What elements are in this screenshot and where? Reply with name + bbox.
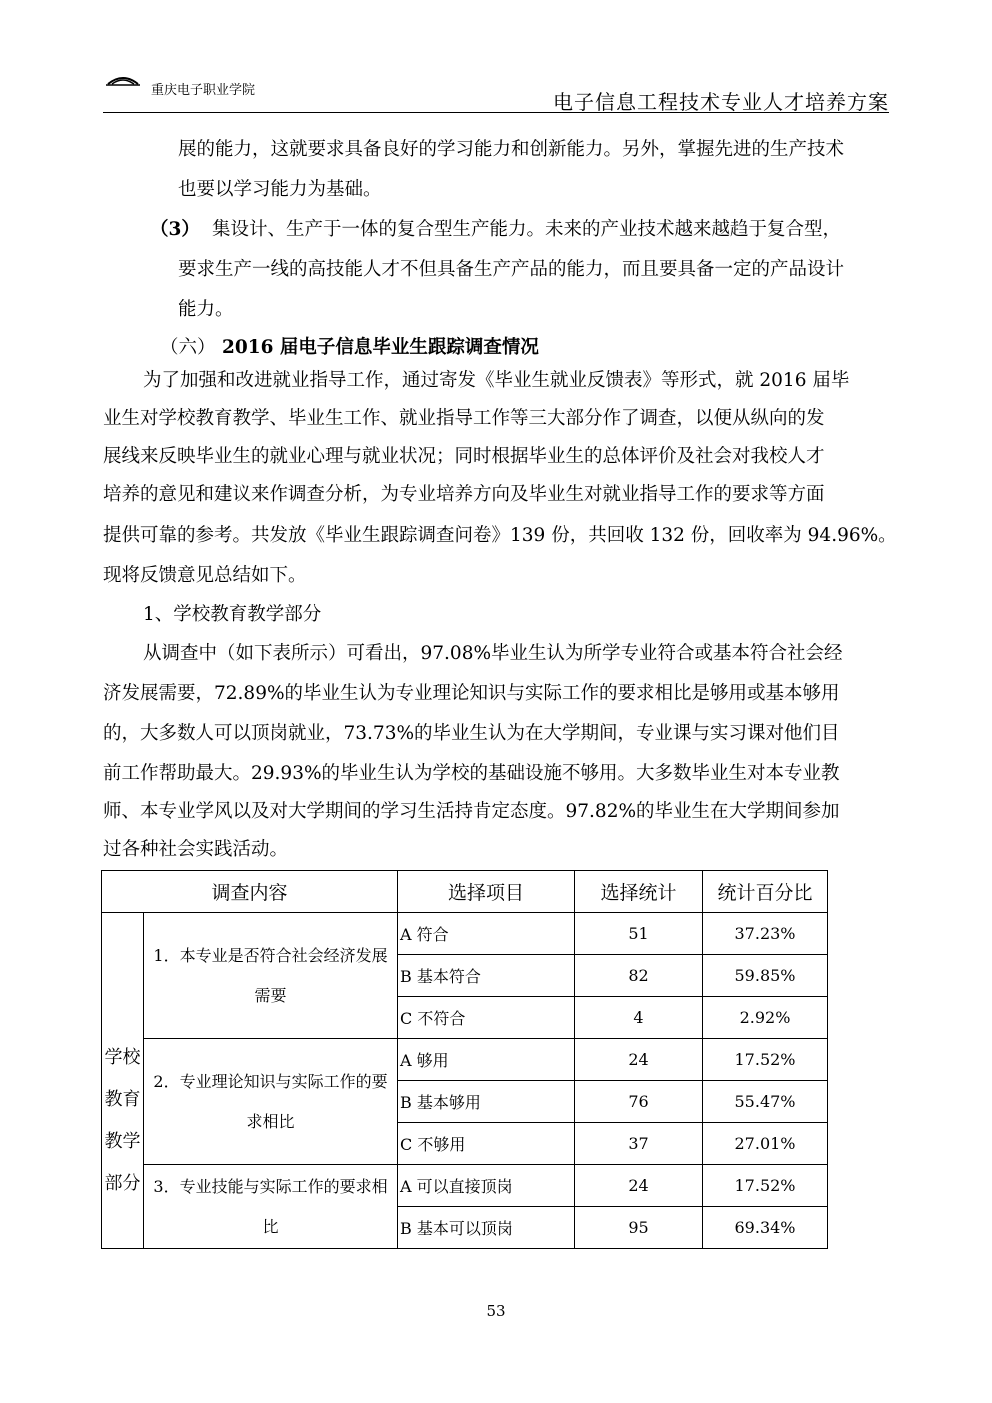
paragraph-line: 为了加强和改进就业指导工作，通过寄发《毕业生就业反馈表》等形式，就 2016 届毕 bbox=[143, 370, 850, 391]
paragraph-line: 集设计、生产于一体的复合型生产能力。未来的产业技术越来越趋于复合型， bbox=[212, 219, 842, 240]
school-logo bbox=[103, 70, 318, 100]
list-item-number: （3） bbox=[150, 219, 200, 240]
paragraph-line: 培养的意见和建议来作调查分析，为专业培养方向及毕业生对就业指导工作的要求等方面 bbox=[103, 484, 825, 505]
table-row bbox=[102, 1165, 828, 1207]
count-cell: 51 bbox=[575, 913, 703, 955]
paragraph-line: 从调查中（如下表所示）可看出，97.08%毕业生认为所学专业符合或基本符合社会经 bbox=[143, 643, 843, 664]
paragraph-line: 济发展需要，72.89%的毕业生认为专业理论知识与实际工作的要求相比是够用或基本够用 bbox=[103, 683, 840, 704]
category-cell bbox=[102, 913, 144, 1249]
percent-cell: 55.47% bbox=[703, 1081, 828, 1123]
subsection-heading: 1、学校教育教学部分 bbox=[143, 604, 322, 625]
header-divider bbox=[103, 112, 889, 113]
paragraph-line: 提供可靠的参考。共发放《毕业生跟踪调查问卷》139 份，共回收 132 份，回收率为 94.96%。 bbox=[103, 525, 897, 546]
count-cell: 24 bbox=[575, 1165, 703, 1207]
paragraph-line: 师、本专业学风以及对大学期间的学习生活持肯定态度。97.82%的毕业生在大学期间参加 bbox=[103, 801, 840, 822]
count-cell: 95 bbox=[575, 1207, 703, 1249]
percent-cell: 27.01% bbox=[703, 1123, 828, 1165]
paragraph-line: 能力。 bbox=[178, 299, 234, 320]
section-number: （六） bbox=[160, 337, 216, 358]
table-header-row bbox=[102, 871, 828, 913]
option-cell: B 基本符合 bbox=[398, 955, 575, 997]
percent-cell: 37.23% bbox=[703, 913, 828, 955]
table-row bbox=[102, 1039, 828, 1081]
option-cell: B 基本够用 bbox=[398, 1081, 575, 1123]
percent-cell: 17.52% bbox=[703, 1039, 828, 1081]
section-heading: 2016 届电子信息毕业生跟踪调查情况 bbox=[222, 337, 539, 358]
header-percent: 统计百分比 bbox=[703, 871, 828, 913]
option-cell: C 不符合 bbox=[398, 997, 575, 1039]
count-cell: 82 bbox=[575, 955, 703, 997]
paragraph-line: 也要以学习能力为基础。 bbox=[178, 179, 382, 200]
paragraph-line: 要求生产一线的高技能人才不但具备生产产品的能力，而且要具备一定的产品设计 bbox=[178, 259, 845, 280]
header-option: 选择项目 bbox=[398, 871, 575, 913]
percent-cell: 2.92% bbox=[703, 997, 828, 1039]
option-cell: A 够用 bbox=[398, 1039, 575, 1081]
paragraph-line: 展的能力，这就要求具备良好的学习能力和创新能力。另外，掌握先进的生产技术 bbox=[178, 139, 845, 160]
percent-cell: 69.34% bbox=[703, 1207, 828, 1249]
option-cell: A 可以直接顶岗 bbox=[398, 1165, 575, 1207]
option-cell: C 不够用 bbox=[398, 1123, 575, 1165]
page-number: 53 bbox=[486, 1302, 506, 1320]
paragraph-line: 现将反馈意见总结如下。 bbox=[103, 565, 307, 586]
count-cell: 4 bbox=[575, 997, 703, 1039]
paragraph-line: 业生对学校教育教学、毕业生工作、就业指导工作等三大部分作了调查，以便从纵向的发 bbox=[103, 408, 825, 429]
question-cell: 1．本专业是否符合社会经济发展需要 bbox=[144, 913, 398, 1039]
question-cell: 3．专业技能与实际工作的要求相比 bbox=[144, 1165, 398, 1249]
header-survey-content: 调查内容 bbox=[102, 871, 398, 913]
paragraph-line: 的，大多数人可以顶岗就业，73.73%的毕业生认为在大学期间，专业课与实习课对他们目 bbox=[103, 723, 840, 744]
paragraph-line: 前工作帮助最大。29.93%的毕业生认为学校的基础设施不够用。大多数毕业生对本专业教 bbox=[103, 763, 840, 784]
document-title: 电子信息工程技术专业人才培养方案 bbox=[553, 90, 889, 114]
header-count: 选择统计 bbox=[575, 871, 703, 913]
table-row bbox=[102, 913, 828, 955]
paragraph-line: 过各种社会实践活动。 bbox=[103, 839, 289, 860]
logo-text: 重庆电子职业学院 bbox=[151, 83, 256, 98]
percent-cell: 59.85% bbox=[703, 955, 828, 997]
count-cell: 37 bbox=[575, 1123, 703, 1165]
category-label: 学校 教育 教学 部分 bbox=[104, 1046, 141, 1194]
paragraph-line: 展线来反映毕业生的就业心理与就业状况；同时根据毕业生的总体评价及社会对我校人才 bbox=[103, 446, 825, 467]
option-cell: B 基本可以顶岗 bbox=[398, 1207, 575, 1249]
question-cell: 2．专业理论知识与实际工作的要求相比 bbox=[144, 1039, 398, 1165]
option-cell: A 符合 bbox=[398, 913, 575, 955]
percent-cell: 17.52% bbox=[703, 1165, 828, 1207]
count-cell: 24 bbox=[575, 1039, 703, 1081]
count-cell: 76 bbox=[575, 1081, 703, 1123]
survey-table bbox=[101, 870, 828, 1249]
